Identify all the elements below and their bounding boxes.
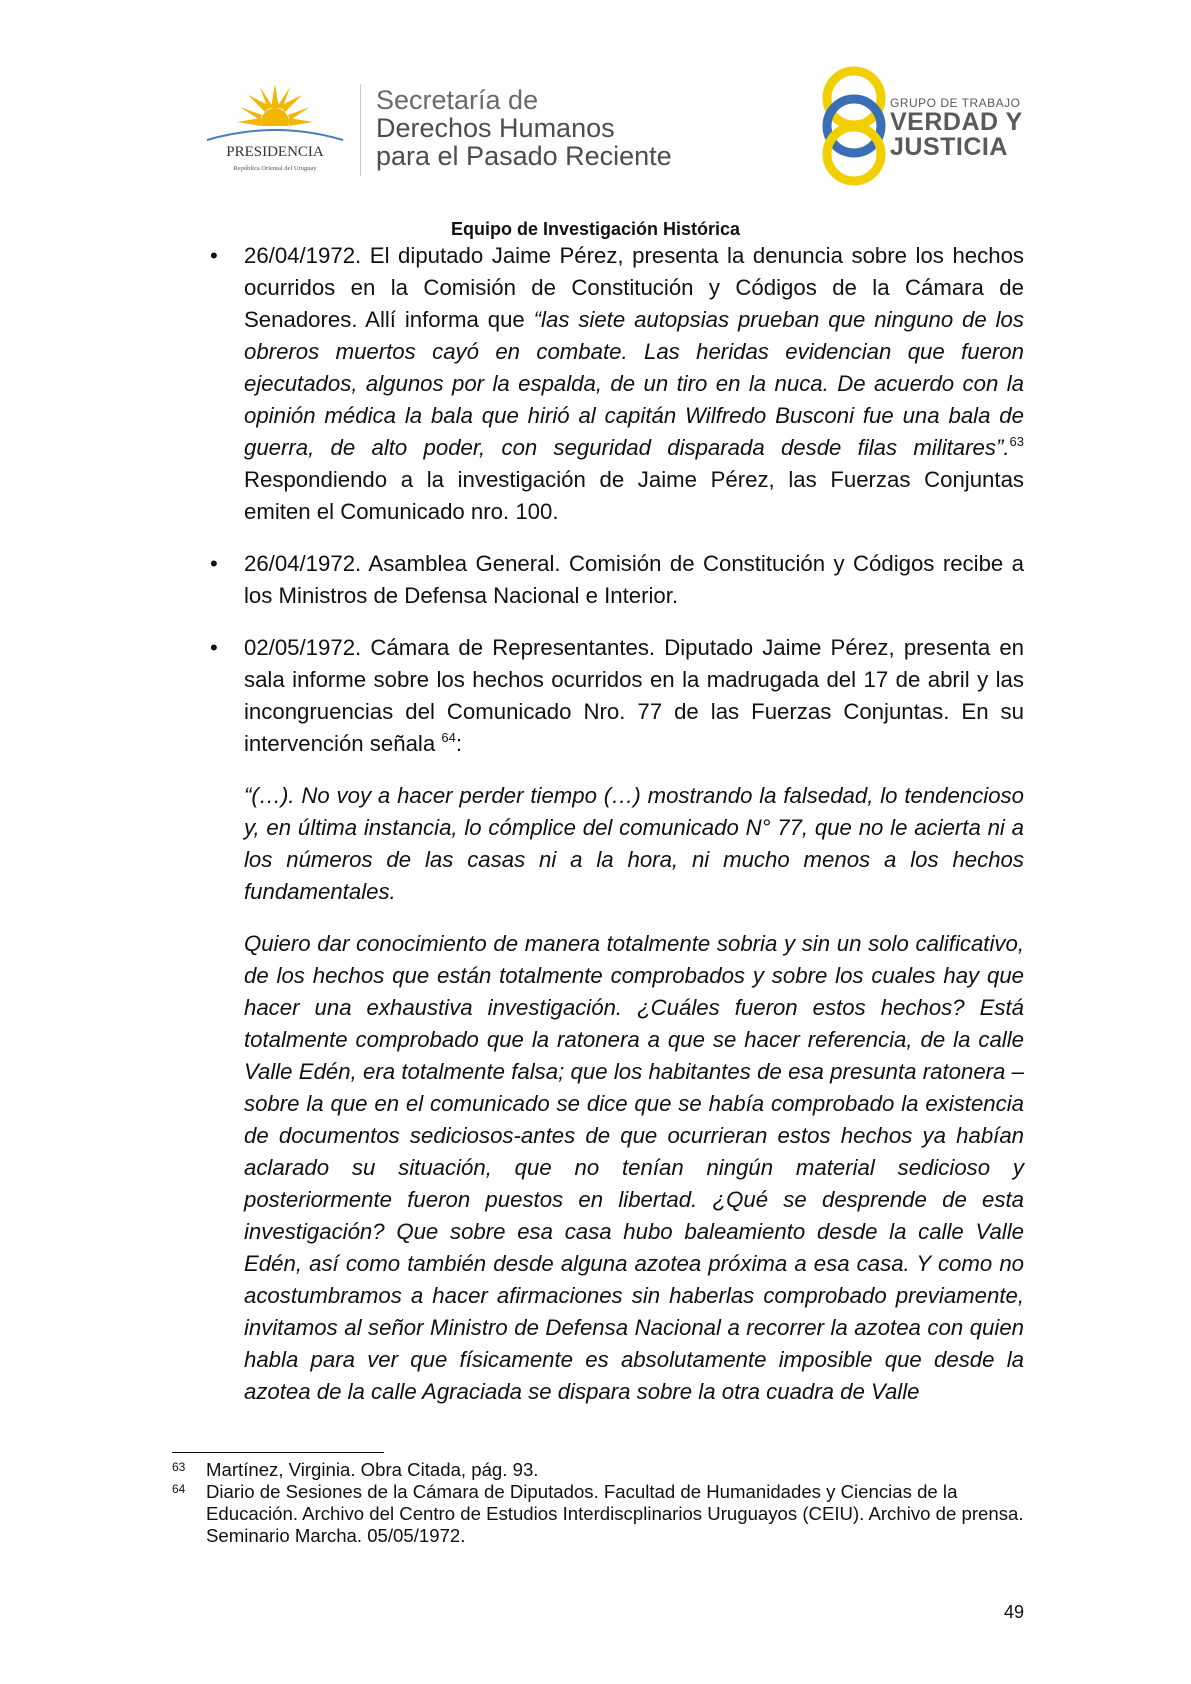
- footnote-number: 64: [172, 1482, 186, 1496]
- footnote: [172, 1459, 1024, 1481]
- header-divider: [360, 84, 361, 176]
- sun-emblem-icon: [195, 80, 355, 180]
- secretaria-line-1: Secretaría de: [376, 85, 539, 115]
- presidencia-label: PRESIDENCIA: [226, 144, 324, 160]
- bullet-text: 02/05/1972. Cámara de Representantes. Diputado Jaime Pérez, presenta en sala informe sobre los hechos ocurridos en la madrugada del 17 de abril y las incongruencias del Comunicado Nro. 77 de las Fuerzas Conjuntas. En su intervención señala: [244, 635, 1024, 756]
- gtvj-line-2: VERDAD Y: [890, 108, 1023, 136]
- bullet-icon: •: [210, 243, 218, 268]
- bullet-icon: •: [210, 551, 218, 576]
- presidencia-logo: [195, 80, 355, 180]
- main-content: [210, 240, 1024, 1428]
- republica-label: República Oriental del Uruguay: [233, 165, 317, 172]
- gtvj-line-1: GRUPO DE TRABAJO: [890, 96, 1021, 110]
- footnote-number: 63: [172, 1460, 186, 1474]
- team-title: Equipo de Investigación Histórica: [450, 219, 741, 239]
- verdad-justicia-title: [890, 96, 1023, 160]
- bullet-text-continued: Respondiendo a la investigación de Jaime Pérez, las Fuerzas Conjuntas emiten el Comunicado nro. 100.: [244, 467, 1024, 524]
- quote-paragraph: “(…). No voy a hacer perder tiempo (…) mostrando la falsedad, lo tendencioso y, en última instancia, lo cómplice del comunicado N° 77, que no le acierta ni a los números de las casas ni a la hora, ni mucho menos a los hechos fundamentales.: [244, 783, 1024, 904]
- footnote: [172, 1481, 1024, 1547]
- footnote-ref: 64: [441, 730, 456, 745]
- quote-paragraph: Quiero dar conocimiento de manera totalmente sobria y sin un solo calificativo, de los hechos que están totalmente comprobados y sobre los cuales hay que hacer una exhaustiva investigación. ¿Cuáles fueron estos hechos? Está totalmente comprobado que la ratonera a que se hacer referencia, de la calle Valle Edén, era totalmente falsa; que los habitantes de esa presunta ratonera –sobre la que en el comunicado se dice que se había comprobado la existencia de documentos sediciosos-antes de que ocurrieran estos hechos ya habían aclarado su situación, que no tenían ningún material sedicioso y posteriormente fueron puestos en libertad. ¿Qué se desprende de esta investigación? Que sobre esa casa hubo baleamiento desde la calle Valle Edén, así como también desde alguna azotea próxima a esa casa. Y como no acostumbramos a hacer afirmaciones sin haberlas comprobado previamente, invitamos al señor Ministro de Defensa Nacional a recorrer la azotea con quien habla para ver que físicamente es absolutamente imposible que desde la azotea de la calle Agraciada se dispara sobre la otra cuadra de Valle: [244, 931, 1024, 1404]
- footnote-text: Martínez, Virginia. Obra Citada, pág. 93.: [206, 1459, 539, 1480]
- bullet-text-end: :: [455, 731, 462, 756]
- footnote-ref: 63: [1009, 434, 1024, 449]
- footnote-divider: [172, 1452, 384, 1453]
- secretaria-line-2: Derechos Humanos: [376, 113, 615, 143]
- bullet-text: 26/04/1972. El diputado Jaime Pérez, presenta la denuncia sobre los hechos ocurridos en la Comisión de Constitución y Códigos de la Cámara de Senadores. Allí informa que: [244, 243, 1024, 332]
- list-item: [210, 632, 1024, 760]
- secretaria-title: [376, 86, 672, 170]
- bullet-text: 26/04/1972. Asamblea General. Comisión de Constitución y Códigos recibe a los Ministros de Defensa Nacional e Interior.: [244, 551, 1024, 608]
- list-item: [210, 548, 1024, 612]
- secretaria-line-3: para el Pasado Reciente: [376, 141, 672, 171]
- bullet-icon: •: [210, 635, 218, 660]
- footnote-text: Diario de Sesiones de la Cámara de Diputados. Facultad de Humanidades y Ciencias de la Educación. Archivo del Centro de Estudios Interdiscplinarios Uruguayos (CEIU). Archivo de prensa. Seminario Marcha. 05/05/1972.: [206, 1481, 1024, 1546]
- bullet-quote: “las siete autopsias prueban que ninguno de los obreros muertos cayó en combate. Las heridas evidencian que fueron ejecutados, algunos por la espalda, de un tiro en la nuca. De acuerdo con la opinión médica la bala que hirió al capitán Wilfredo Busconi fue una bala de guerra, de alto poder, con seguridad disparada desde filas militares”.: [244, 307, 1024, 460]
- page-number: 49: [1004, 1602, 1025, 1622]
- gtvj-line-3: JUSTICIA: [890, 133, 1008, 161]
- footnotes: [172, 1459, 1024, 1547]
- list-item: [210, 240, 1024, 528]
